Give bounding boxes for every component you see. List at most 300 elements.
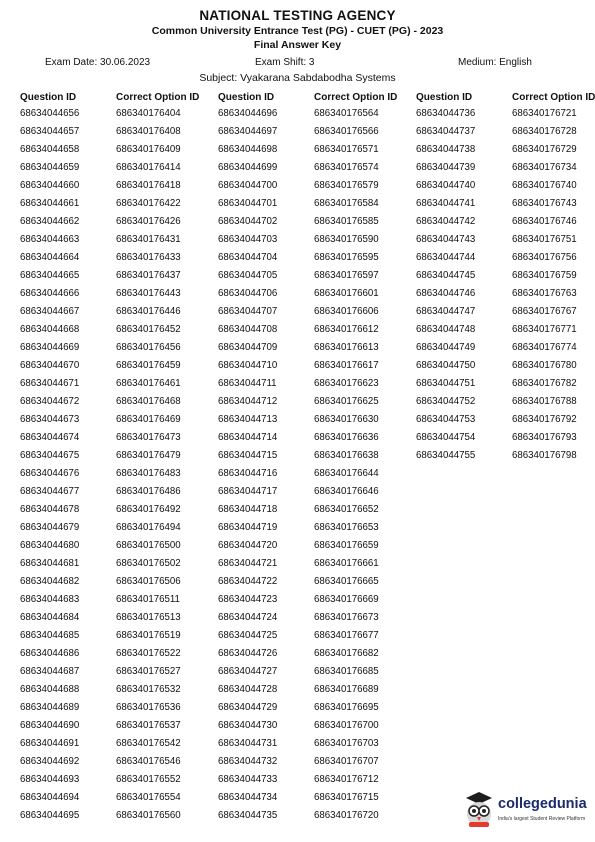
correct-option-cell: 686340176522 xyxy=(116,648,181,659)
correct-option-cell: 686340176685 xyxy=(314,666,379,677)
question-id-cell: 68634044671 xyxy=(20,378,80,389)
correct-option-cell: 686340176669 xyxy=(314,594,379,605)
answer-row xyxy=(416,375,595,393)
question-id-cell: 68634044754 xyxy=(416,432,476,443)
correct-option-cell: 686340176408 xyxy=(116,126,181,137)
correct-option-cell: 686340176542 xyxy=(116,738,181,749)
correct-option-cell: 686340176644 xyxy=(314,468,379,479)
correct-option-cell: 686340176469 xyxy=(116,414,181,425)
answer-row xyxy=(20,501,220,519)
question-id-cell: 68634044714 xyxy=(218,432,278,443)
answer-row xyxy=(218,753,418,771)
correct-option-cell: 686340176729 xyxy=(512,144,577,155)
answer-row xyxy=(20,627,220,645)
answer-row xyxy=(416,177,595,195)
answer-row xyxy=(416,429,595,447)
answer-row xyxy=(20,519,220,537)
answer-row xyxy=(20,573,220,591)
correct-option-cell: 686340176792 xyxy=(512,414,577,425)
correct-option-cell: 686340176728 xyxy=(512,126,577,137)
answer-row xyxy=(218,195,418,213)
answer-row xyxy=(218,105,418,123)
answer-row xyxy=(218,591,418,609)
answer-row xyxy=(20,681,220,699)
answer-row xyxy=(218,501,418,519)
correct-option-cell: 686340176774 xyxy=(512,342,577,353)
answer-row xyxy=(218,141,418,159)
answer-row xyxy=(20,807,220,825)
question-id-cell: 68634044740 xyxy=(416,180,476,191)
column-header xyxy=(20,90,220,105)
correct-option-cell: 686340176443 xyxy=(116,288,181,299)
correct-option-cell: 686340176756 xyxy=(512,252,577,263)
question-id-cell: 68634044729 xyxy=(218,702,278,713)
logo-tagline: India's largest Student Review Platform xyxy=(498,816,586,822)
correct-option-header: Correct Option ID xyxy=(116,92,200,103)
question-id-cell: 68634044701 xyxy=(218,198,278,209)
question-id-cell: 68634044706 xyxy=(218,288,278,299)
answer-row xyxy=(20,591,220,609)
correct-option-cell: 686340176459 xyxy=(116,360,181,371)
question-id-cell: 68634044755 xyxy=(416,450,476,461)
answer-row xyxy=(218,717,418,735)
question-id-cell: 68634044669 xyxy=(20,342,80,353)
answer-column-1 xyxy=(20,90,220,825)
correct-option-cell: 686340176665 xyxy=(314,576,379,587)
answer-row xyxy=(218,231,418,249)
question-id-cell: 68634044681 xyxy=(20,558,80,569)
correct-option-cell: 686340176652 xyxy=(314,504,379,515)
answer-row xyxy=(416,357,595,375)
exam-title: Common University Entrance Test (PG) - CUET (PG) - 2023 xyxy=(151,25,444,37)
question-id-cell: 68634044675 xyxy=(20,450,80,461)
question-id-cell: 68634044677 xyxy=(20,486,80,497)
answer-row xyxy=(416,321,595,339)
question-id-cell: 68634044679 xyxy=(20,522,80,533)
question-id-header: Question ID xyxy=(218,92,275,103)
answer-row xyxy=(218,699,418,717)
correct-option-cell: 686340176502 xyxy=(116,558,181,569)
question-id-cell: 68634044732 xyxy=(218,756,278,767)
answer-row xyxy=(218,123,418,141)
correct-option-cell: 686340176740 xyxy=(512,180,577,191)
correct-option-cell: 686340176511 xyxy=(116,594,180,605)
answer-row xyxy=(20,123,220,141)
correct-option-cell: 686340176579 xyxy=(314,180,379,191)
question-id-cell: 68634044700 xyxy=(218,180,278,191)
correct-option-cell: 686340176653 xyxy=(314,522,379,533)
answer-row xyxy=(20,213,220,231)
correct-option-cell: 686340176404 xyxy=(116,108,181,119)
question-id-cell: 68634044726 xyxy=(218,648,278,659)
answer-row xyxy=(416,303,595,321)
correct-option-cell: 686340176782 xyxy=(512,378,577,389)
answer-row xyxy=(20,357,220,375)
question-id-cell: 68634044665 xyxy=(20,270,80,281)
correct-option-cell: 686340176519 xyxy=(116,630,181,641)
question-id-cell: 68634044702 xyxy=(218,216,278,227)
answer-row xyxy=(20,483,220,501)
correct-option-cell: 686340176759 xyxy=(512,270,577,281)
correct-option-cell: 686340176554 xyxy=(116,792,181,803)
question-id-cell: 68634044682 xyxy=(20,576,80,587)
answer-row xyxy=(218,159,418,177)
answer-row xyxy=(20,555,220,573)
question-id-cell: 68634044722 xyxy=(218,576,278,587)
answer-row xyxy=(218,663,418,681)
answer-row xyxy=(416,267,595,285)
question-id-cell: 68634044723 xyxy=(218,594,278,605)
question-id-cell: 68634044744 xyxy=(416,252,476,263)
answer-row xyxy=(20,411,220,429)
correct-option-cell: 686340176494 xyxy=(116,522,181,533)
correct-option-cell: 686340176590 xyxy=(314,234,379,245)
correct-option-cell: 686340176743 xyxy=(512,198,577,209)
question-id-cell: 68634044697 xyxy=(218,126,278,137)
correct-option-cell: 686340176623 xyxy=(314,378,379,389)
correct-option-cell: 686340176625 xyxy=(314,396,379,407)
correct-option-cell: 686340176646 xyxy=(314,486,379,497)
answer-row xyxy=(218,177,418,195)
question-id-cell: 68634044720 xyxy=(218,540,278,551)
correct-option-cell: 686340176422 xyxy=(116,198,181,209)
answer-row xyxy=(20,429,220,447)
question-id-cell: 68634044737 xyxy=(416,126,476,137)
correct-option-cell: 686340176746 xyxy=(512,216,577,227)
answer-row xyxy=(218,447,418,465)
answer-row xyxy=(20,789,220,807)
question-id-cell: 68634044691 xyxy=(20,738,80,749)
answer-row xyxy=(218,627,418,645)
question-id-cell: 68634044743 xyxy=(416,234,476,245)
correct-option-cell: 686340176536 xyxy=(116,702,181,713)
answer-row xyxy=(218,609,418,627)
correct-option-cell: 686340176673 xyxy=(314,612,379,623)
answer-row xyxy=(416,411,595,429)
correct-option-cell: 686340176564 xyxy=(314,108,379,119)
answer-row xyxy=(20,375,220,393)
answer-row xyxy=(218,789,418,807)
correct-option-cell: 686340176532 xyxy=(116,684,181,695)
question-id-cell: 68634044728 xyxy=(218,684,278,695)
correct-option-cell: 686340176433 xyxy=(116,252,181,263)
correct-option-cell: 686340176414 xyxy=(116,162,181,173)
answer-row xyxy=(20,159,220,177)
exam-date: Exam Date: 30.06.2023 xyxy=(45,57,151,68)
question-id-cell: 68634044750 xyxy=(416,360,476,371)
question-id-cell: 68634044694 xyxy=(20,792,80,803)
question-id-cell: 68634044731 xyxy=(218,738,278,749)
correct-option-cell: 686340176437 xyxy=(116,270,181,281)
answer-row xyxy=(218,807,418,825)
answer-row xyxy=(20,771,220,789)
answer-row xyxy=(218,573,418,591)
answer-row xyxy=(218,303,418,321)
question-id-header: Question ID xyxy=(20,92,77,103)
answer-row xyxy=(20,699,220,717)
answer-row xyxy=(218,555,418,573)
correct-option-cell: 686340176597 xyxy=(314,270,379,281)
answer-row xyxy=(416,393,595,411)
correct-option-cell: 686340176566 xyxy=(314,126,379,137)
correct-option-cell: 686340176689 xyxy=(314,684,379,695)
question-id-cell: 68634044680 xyxy=(20,540,80,551)
owl-mascot-icon xyxy=(462,790,496,828)
correct-option-cell: 686340176500 xyxy=(116,540,181,551)
correct-option-cell: 686340176734 xyxy=(512,162,577,173)
question-id-cell: 68634044711 xyxy=(218,378,277,389)
correct-option-cell: 686340176767 xyxy=(512,306,577,317)
correct-option-cell: 686340176780 xyxy=(512,360,577,371)
answer-row xyxy=(218,681,418,699)
correct-option-cell: 686340176506 xyxy=(116,576,181,587)
question-id-cell: 68634044685 xyxy=(20,630,80,641)
answer-row xyxy=(20,465,220,483)
question-id-cell: 68634044708 xyxy=(218,324,278,335)
question-id-cell: 68634044695 xyxy=(20,810,80,821)
question-id-cell: 68634044736 xyxy=(416,108,476,119)
question-id-cell: 68634044667 xyxy=(20,306,80,317)
answer-row xyxy=(218,267,418,285)
answer-row xyxy=(20,645,220,663)
answer-row xyxy=(416,123,595,141)
question-id-cell: 68634044658 xyxy=(20,144,80,155)
correct-option-cell: 686340176585 xyxy=(314,216,379,227)
correct-option-cell: 686340176452 xyxy=(116,324,181,335)
question-id-cell: 68634044666 xyxy=(20,288,80,299)
correct-option-cell: 686340176492 xyxy=(116,504,181,515)
question-id-cell: 68634044741 xyxy=(416,198,476,209)
correct-option-cell: 686340176612 xyxy=(314,324,379,335)
question-id-cell: 68634044674 xyxy=(20,432,80,443)
question-id-cell: 68634044678 xyxy=(20,504,80,515)
answer-row xyxy=(20,609,220,627)
question-id-cell: 68634044670 xyxy=(20,360,80,371)
correct-option-cell: 686340176703 xyxy=(314,738,379,749)
question-id-cell: 68634044699 xyxy=(218,162,278,173)
answer-row xyxy=(20,339,220,357)
question-id-cell: 68634044717 xyxy=(218,486,278,497)
answer-row xyxy=(218,321,418,339)
correct-option-cell: 686340176763 xyxy=(512,288,577,299)
question-id-cell: 68634044710 xyxy=(218,360,278,371)
answer-row xyxy=(416,339,595,357)
answer-row xyxy=(416,105,595,123)
answer-row xyxy=(416,285,595,303)
correct-option-cell: 686340176793 xyxy=(512,432,577,443)
question-id-cell: 68634044747 xyxy=(416,306,476,317)
correct-option-cell: 686340176446 xyxy=(116,306,181,317)
answer-row xyxy=(218,771,418,789)
answer-row xyxy=(218,375,418,393)
logo-wordmark: collegedunia xyxy=(498,796,587,812)
answer-row xyxy=(20,447,220,465)
answer-row xyxy=(416,213,595,231)
question-id-cell: 68634044745 xyxy=(416,270,476,281)
correct-option-cell: 686340176617 xyxy=(314,360,379,371)
correct-option-cell: 686340176584 xyxy=(314,198,379,209)
correct-option-cell: 686340176574 xyxy=(314,162,379,173)
correct-option-cell: 686340176720 xyxy=(314,810,379,821)
question-id-cell: 68634044718 xyxy=(218,504,278,515)
question-id-cell: 68634044687 xyxy=(20,666,80,677)
answer-row xyxy=(218,213,418,231)
question-id-cell: 68634044712 xyxy=(218,396,278,407)
answer-row xyxy=(416,159,595,177)
correct-option-header: Correct Option ID xyxy=(512,92,595,103)
answer-row xyxy=(218,483,418,501)
answer-row xyxy=(20,231,220,249)
question-id-cell: 68634044659 xyxy=(20,162,80,173)
question-id-cell: 68634044692 xyxy=(20,756,80,767)
question-id-cell: 68634044753 xyxy=(416,414,476,425)
collegedunia-logo xyxy=(462,790,590,830)
correct-option-cell: 686340176426 xyxy=(116,216,181,227)
correct-option-cell: 686340176601 xyxy=(314,288,379,299)
answer-row xyxy=(20,249,220,267)
answer-row xyxy=(20,141,220,159)
answer-row xyxy=(20,753,220,771)
correct-option-cell: 686340176771 xyxy=(512,324,577,335)
answer-row xyxy=(218,393,418,411)
correct-option-cell: 686340176613 xyxy=(314,342,379,353)
question-id-cell: 68634044727 xyxy=(218,666,278,677)
question-id-cell: 68634044751 xyxy=(416,378,476,389)
question-id-cell: 68634044725 xyxy=(218,630,278,641)
question-id-cell: 68634044663 xyxy=(20,234,80,245)
answer-row xyxy=(20,735,220,753)
answer-row xyxy=(218,537,418,555)
correct-option-cell: 686340176546 xyxy=(116,756,181,767)
correct-option-cell: 686340176695 xyxy=(314,702,379,713)
correct-option-cell: 686340176788 xyxy=(512,396,577,407)
answer-row xyxy=(20,717,220,735)
answer-row xyxy=(20,285,220,303)
answer-row xyxy=(20,195,220,213)
document-title: Final Answer Key xyxy=(253,39,342,51)
answer-row xyxy=(416,195,595,213)
question-id-cell: 68634044664 xyxy=(20,252,80,263)
question-id-cell: 68634044746 xyxy=(416,288,476,299)
correct-option-cell: 686340176751 xyxy=(512,234,577,245)
correct-option-cell: 686340176473 xyxy=(116,432,181,443)
question-id-cell: 68634044696 xyxy=(218,108,278,119)
question-id-cell: 68634044660 xyxy=(20,180,80,191)
answer-row xyxy=(218,735,418,753)
answer-row xyxy=(218,429,418,447)
question-id-cell: 68634044693 xyxy=(20,774,80,785)
answer-row xyxy=(416,231,595,249)
answer-row xyxy=(20,303,220,321)
answer-row xyxy=(20,663,220,681)
answer-row xyxy=(20,321,220,339)
document-header xyxy=(0,8,595,52)
question-id-cell: 68634044735 xyxy=(218,810,278,821)
correct-option-cell: 686340176479 xyxy=(116,450,181,461)
question-id-cell: 68634044676 xyxy=(20,468,80,479)
correct-option-cell: 686340176677 xyxy=(314,630,379,641)
correct-option-cell: 686340176571 xyxy=(314,144,379,155)
question-id-cell: 68634044698 xyxy=(218,144,278,155)
correct-option-cell: 686340176537 xyxy=(116,720,181,731)
question-id-cell: 68634044657 xyxy=(20,126,80,137)
correct-option-cell: 686340176461 xyxy=(116,378,181,389)
answer-row xyxy=(416,447,595,465)
question-id-cell: 68634044749 xyxy=(416,342,476,353)
answer-row xyxy=(416,249,595,267)
subject-line: Subject: Vyakarana Sabdabodha Systems xyxy=(199,72,396,84)
question-id-cell: 68634044661 xyxy=(20,198,80,209)
question-id-cell: 68634044705 xyxy=(218,270,278,281)
question-id-cell: 68634044683 xyxy=(20,594,80,605)
answer-row xyxy=(218,357,418,375)
question-id-header: Question ID xyxy=(416,92,473,103)
correct-option-cell: 686340176661 xyxy=(314,558,379,569)
correct-option-cell: 686340176527 xyxy=(116,666,181,677)
column-header xyxy=(218,90,418,105)
correct-option-cell: 686340176418 xyxy=(116,180,181,191)
answer-row xyxy=(218,465,418,483)
question-id-cell: 68634044668 xyxy=(20,324,80,335)
correct-option-cell: 686340176682 xyxy=(314,648,379,659)
question-id-cell: 68634044716 xyxy=(218,468,278,479)
question-id-cell: 68634044738 xyxy=(416,144,476,155)
question-id-cell: 68634044715 xyxy=(218,450,278,461)
answer-row xyxy=(218,645,418,663)
correct-option-cell: 686340176513 xyxy=(116,612,181,623)
answer-row xyxy=(20,267,220,285)
question-id-cell: 68634044707 xyxy=(218,306,278,317)
answer-row xyxy=(20,105,220,123)
column-header xyxy=(416,90,595,105)
correct-option-cell: 686340176659 xyxy=(314,540,379,551)
correct-option-cell: 686340176560 xyxy=(116,810,181,821)
question-id-cell: 68634044688 xyxy=(20,684,80,695)
answer-column-2 xyxy=(218,90,418,825)
question-id-cell: 68634044684 xyxy=(20,612,80,623)
answer-column-3 xyxy=(416,90,595,465)
agency-title: NATIONAL TESTING AGENCY xyxy=(199,8,396,23)
correct-option-cell: 686340176630 xyxy=(314,414,379,425)
correct-option-header: Correct Option ID xyxy=(314,92,398,103)
correct-option-cell: 686340176638 xyxy=(314,450,379,461)
question-id-cell: 68634044686 xyxy=(20,648,80,659)
question-id-cell: 68634044690 xyxy=(20,720,80,731)
answer-row xyxy=(218,411,418,429)
question-id-cell: 68634044689 xyxy=(20,702,80,713)
answer-row xyxy=(20,177,220,195)
answer-row xyxy=(218,249,418,267)
answer-row xyxy=(218,519,418,537)
question-id-cell: 68634044730 xyxy=(218,720,278,731)
question-id-cell: 68634044709 xyxy=(218,342,278,353)
correct-option-cell: 686340176707 xyxy=(314,756,379,767)
question-id-cell: 68634044656 xyxy=(20,108,80,119)
answer-row xyxy=(416,141,595,159)
correct-option-cell: 686340176486 xyxy=(116,486,181,497)
question-id-cell: 68634044713 xyxy=(218,414,278,425)
correct-option-cell: 686340176715 xyxy=(314,792,379,803)
exam-shift: Exam Shift: 3 xyxy=(255,57,315,68)
correct-option-cell: 686340176409 xyxy=(116,144,181,155)
question-id-cell: 68634044739 xyxy=(416,162,476,173)
correct-option-cell: 686340176456 xyxy=(116,342,181,353)
correct-option-cell: 686340176606 xyxy=(314,306,379,317)
correct-option-cell: 686340176468 xyxy=(116,396,181,407)
correct-option-cell: 686340176721 xyxy=(512,108,577,119)
question-id-cell: 68634044752 xyxy=(416,396,476,407)
correct-option-cell: 686340176483 xyxy=(116,468,181,479)
